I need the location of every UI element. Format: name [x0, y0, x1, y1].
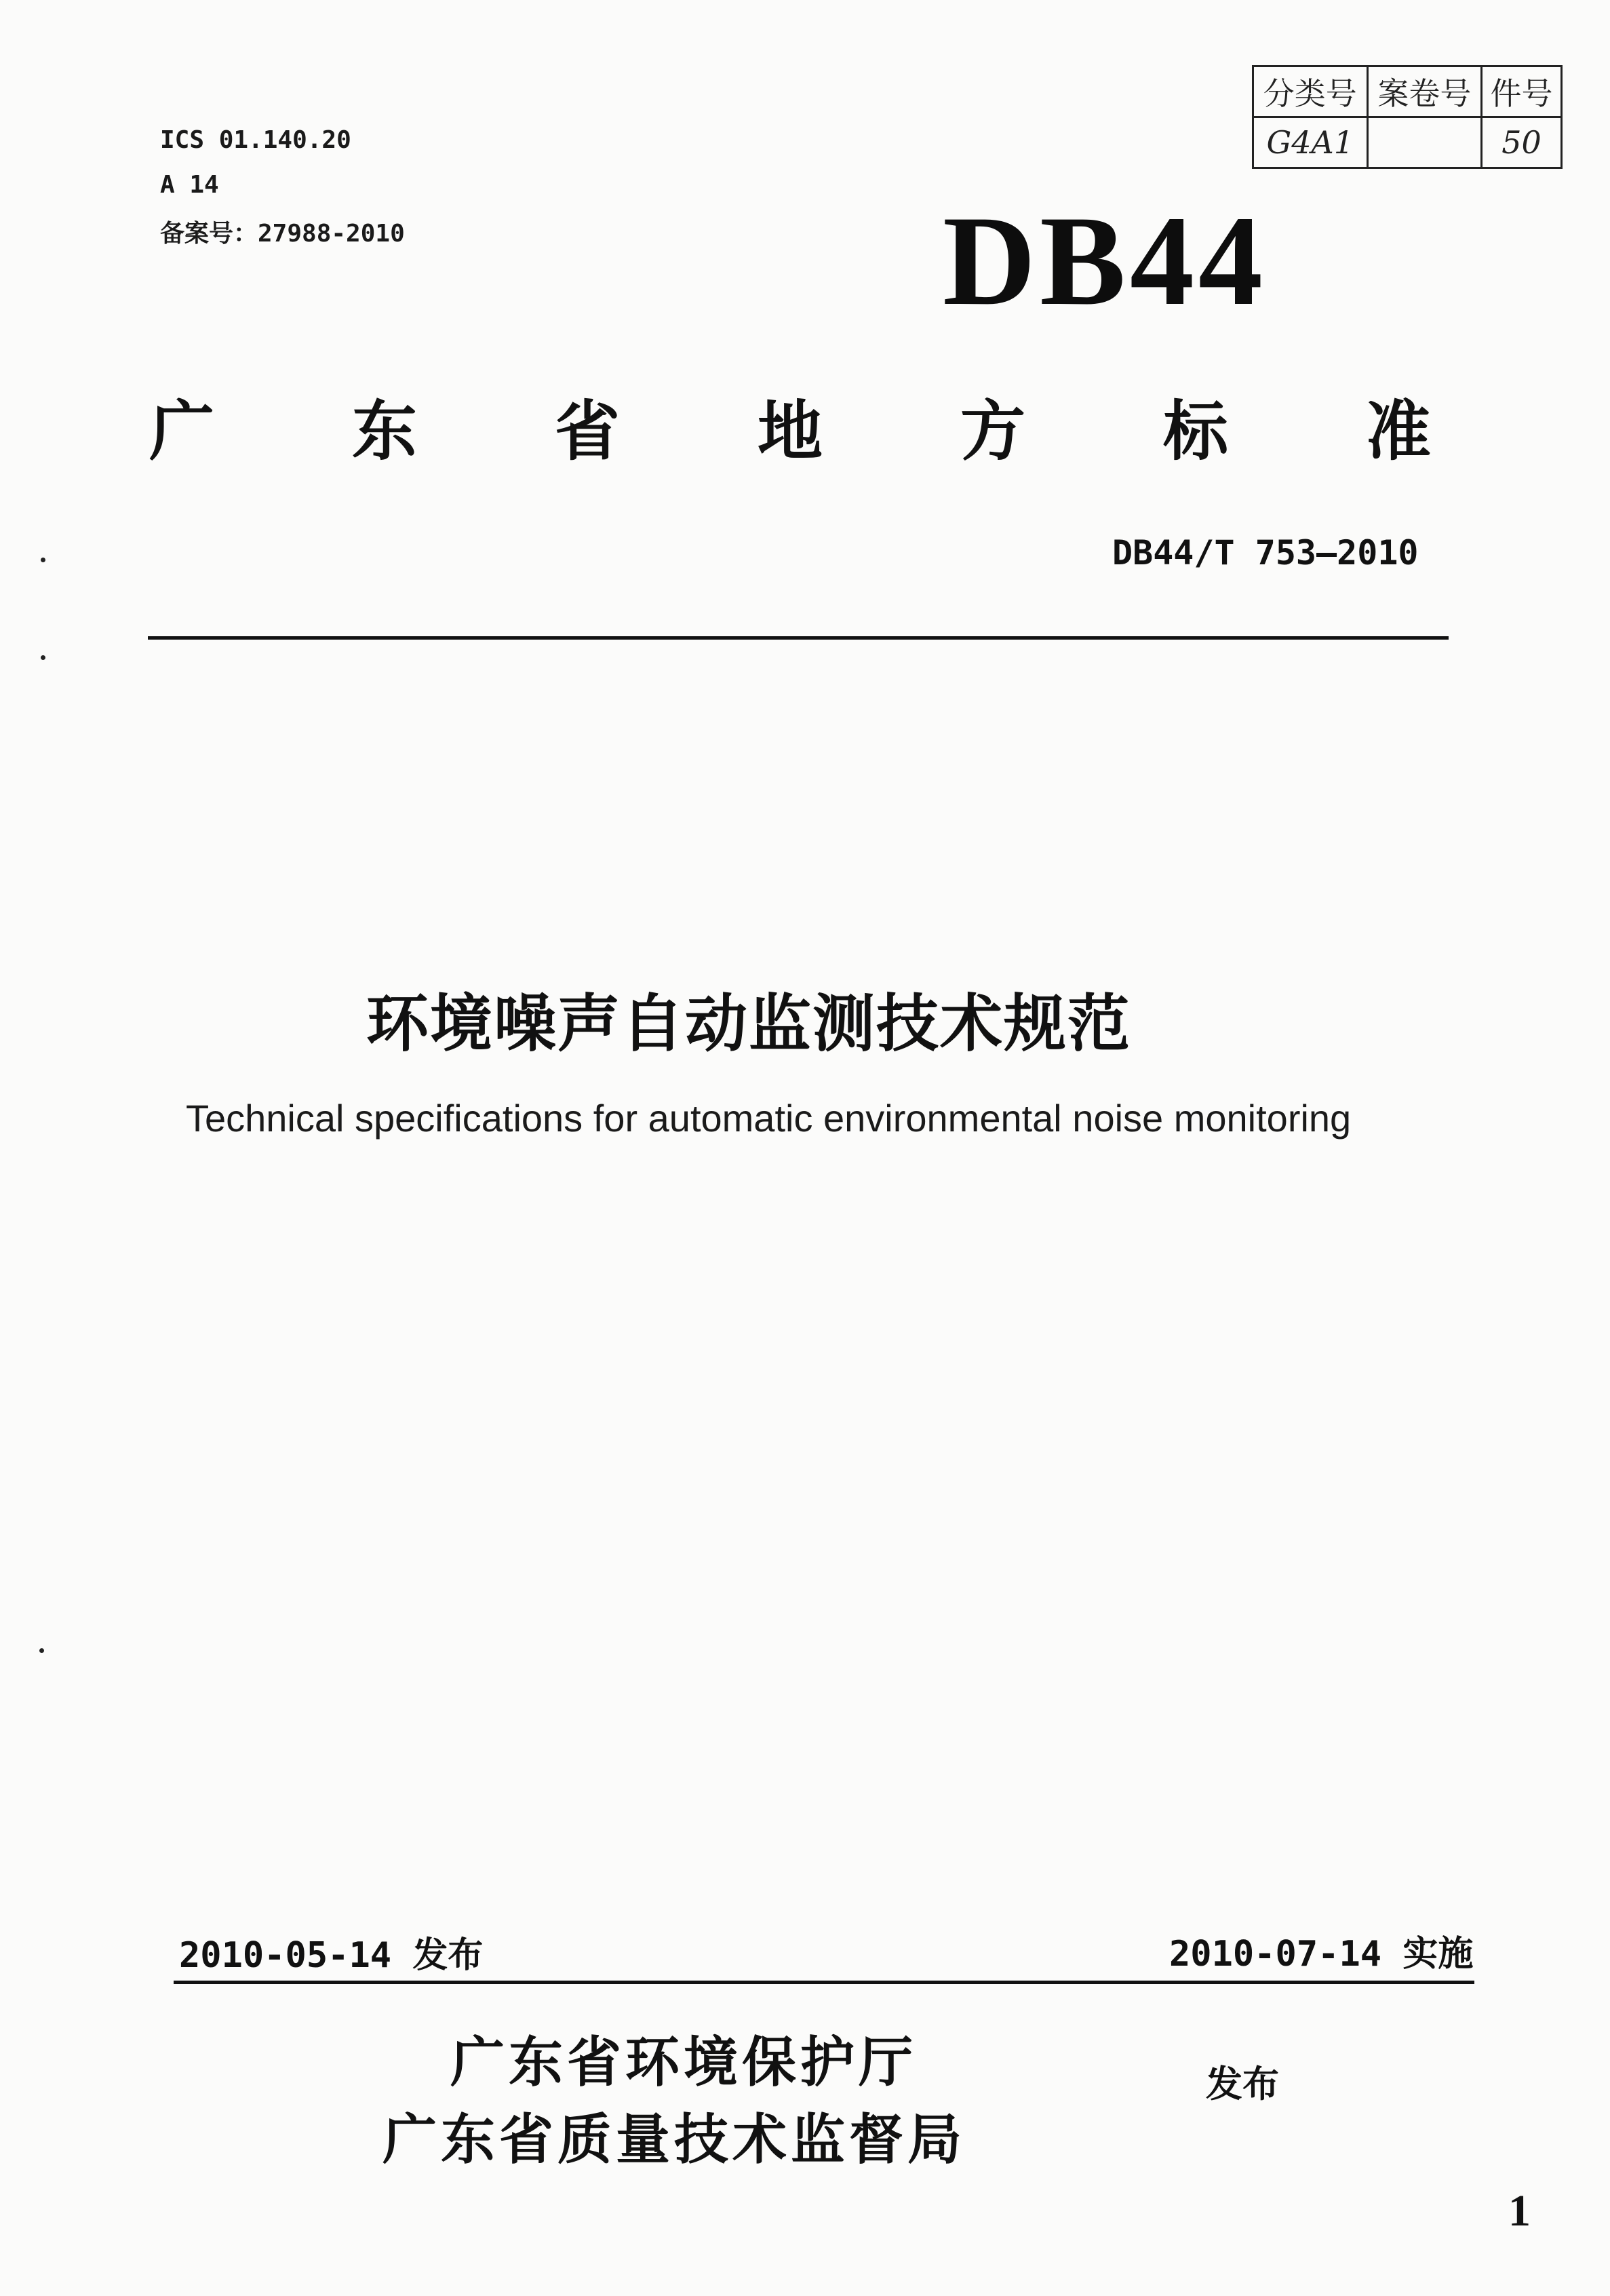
archive-stamp-header-row [1253, 66, 1562, 117]
document-title-english: Technical specifications for automatic environmental noise monitoring [186, 1097, 1352, 1140]
archive-stamp-value-row [1253, 117, 1562, 168]
scan-speck [41, 655, 45, 660]
archive-header-dossier: 案卷号 [1367, 66, 1482, 117]
standard-category-char: 准 [1366, 393, 1431, 469]
standard-category-char: 地 [758, 393, 823, 469]
publish-label: 发布 [1206, 2063, 1279, 2105]
archive-header-item: 件号 [1482, 66, 1562, 117]
scan-speck [39, 1648, 44, 1653]
standard-number: DB44/T 753—2010 [1112, 533, 1419, 572]
archive-header-category: 分类号 [1253, 66, 1368, 117]
archive-value-dossier [1367, 117, 1482, 168]
archive-value-category: G4A1 [1253, 117, 1368, 168]
standard-category-char: 广 [149, 393, 214, 469]
page-number: 1 [1508, 2186, 1531, 2236]
scan-speck [41, 558, 45, 562]
issuer-quality-bureau: 广东省质量技术监督局 [382, 2107, 966, 2171]
standard-category-char: 标 [1163, 393, 1228, 469]
standard-category-char: 省 [555, 393, 620, 469]
ics-code: ICS 01.140.20 [160, 126, 351, 154]
issue-date: 2010-05-14 发布 [179, 1935, 484, 1976]
archive-stamp-table [1252, 65, 1563, 169]
db44-logo: DB44 [943, 190, 1267, 332]
header-divider [148, 636, 1449, 640]
issuer-environment-department: 广东省环境保护厅 [450, 2030, 917, 2094]
filing-number: 备案号：27988-2010 [160, 220, 405, 248]
standard-category-char: 方 [960, 393, 1025, 469]
effective-date: 2010-07-14 实施 [1169, 1934, 1474, 1974]
document-title-chinese: 环境噪声自动监测技术规范 [366, 988, 1132, 1060]
standard-category-heading [149, 380, 1431, 473]
archive-value-item: 50 [1482, 117, 1562, 168]
standard-category-char: 东 [352, 393, 417, 469]
classification-code: A 14 [160, 171, 219, 199]
footer-divider [174, 1981, 1474, 1984]
